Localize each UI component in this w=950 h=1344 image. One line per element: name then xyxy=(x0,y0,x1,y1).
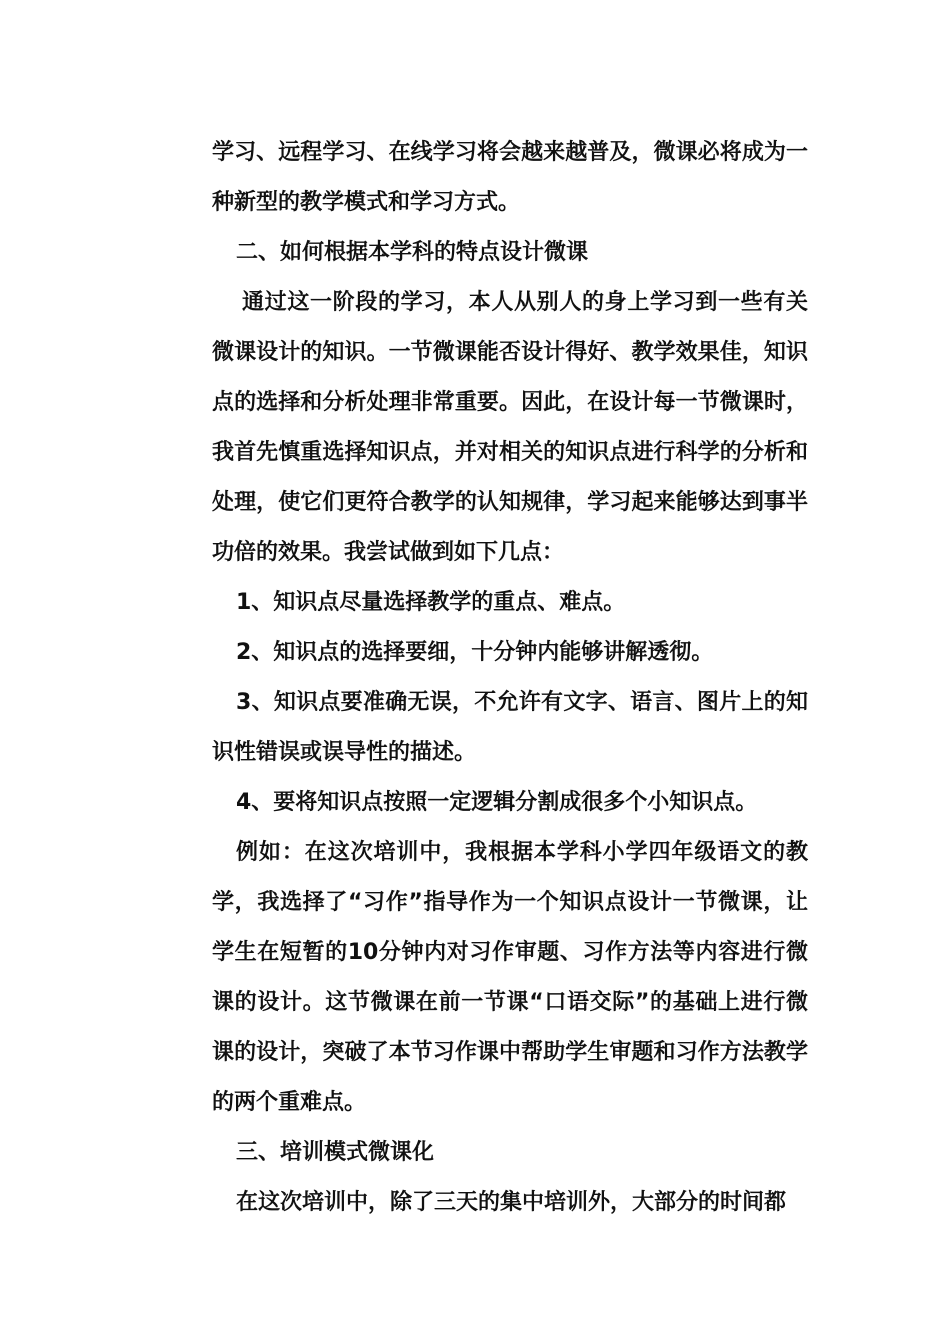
body-paragraph-continuation: 学习、远程学习、在线学习将会越来越普及，微课必将成为一种新型的教学模式和学习方式。 xyxy=(212,140,808,215)
list-item-1: 1、知识点尽量选择教学的重点、难点。 xyxy=(236,590,626,615)
body-paragraph-example: 例如：在这次培训中，我根据本学科小学四年级语文的教学，我选择了“习作”指导作为一个知识点设计一节微课，让学生在短暂的10分钟内对习作审题、习作方法等内容进行微课的设计。这节微课在前一节课“口语交际”的基础上进行微课的设计，突破了本节习作课中帮助学生审题和习作方法教学的两个重难点。 xyxy=(212,840,808,1115)
list-item-4: 4、要将知识点按照一定逻辑分割成很多个小知识点。 xyxy=(236,790,758,815)
body-paragraph-design-intro: 通过这一阶段的学习，本人从别人的身上学习到一些有关微课设计的知识。一节微课能否设计得好、教学效果佳，知识点的选择和分析处理非常重要。因此，在设计每一节微课时，我首先慎重选择知识点，并对相关的知识点进行科学的分析和处理，使它们更符合教学的认知规律，学习起来能够达到事半功倍的效果。我尝试做到如下几点： xyxy=(212,290,808,565)
document-body xyxy=(212,128,808,1228)
body-paragraph-training: 在这次培训中，除了三天的集中培训外，大部分的时间都 xyxy=(236,1190,787,1215)
section-heading-three: 三、培训模式微课化 xyxy=(236,1140,435,1165)
list-item-3: 3、知识点要准确无误，不允许有文字、语言、图片上的知识性错误或误导性的描述。 xyxy=(212,690,808,765)
section-heading-two: 二、如何根据本学科的特点设计微课 xyxy=(236,240,589,265)
list-item-2: 2、知识点的选择要细，十分钟内能够讲解透彻。 xyxy=(236,640,714,665)
